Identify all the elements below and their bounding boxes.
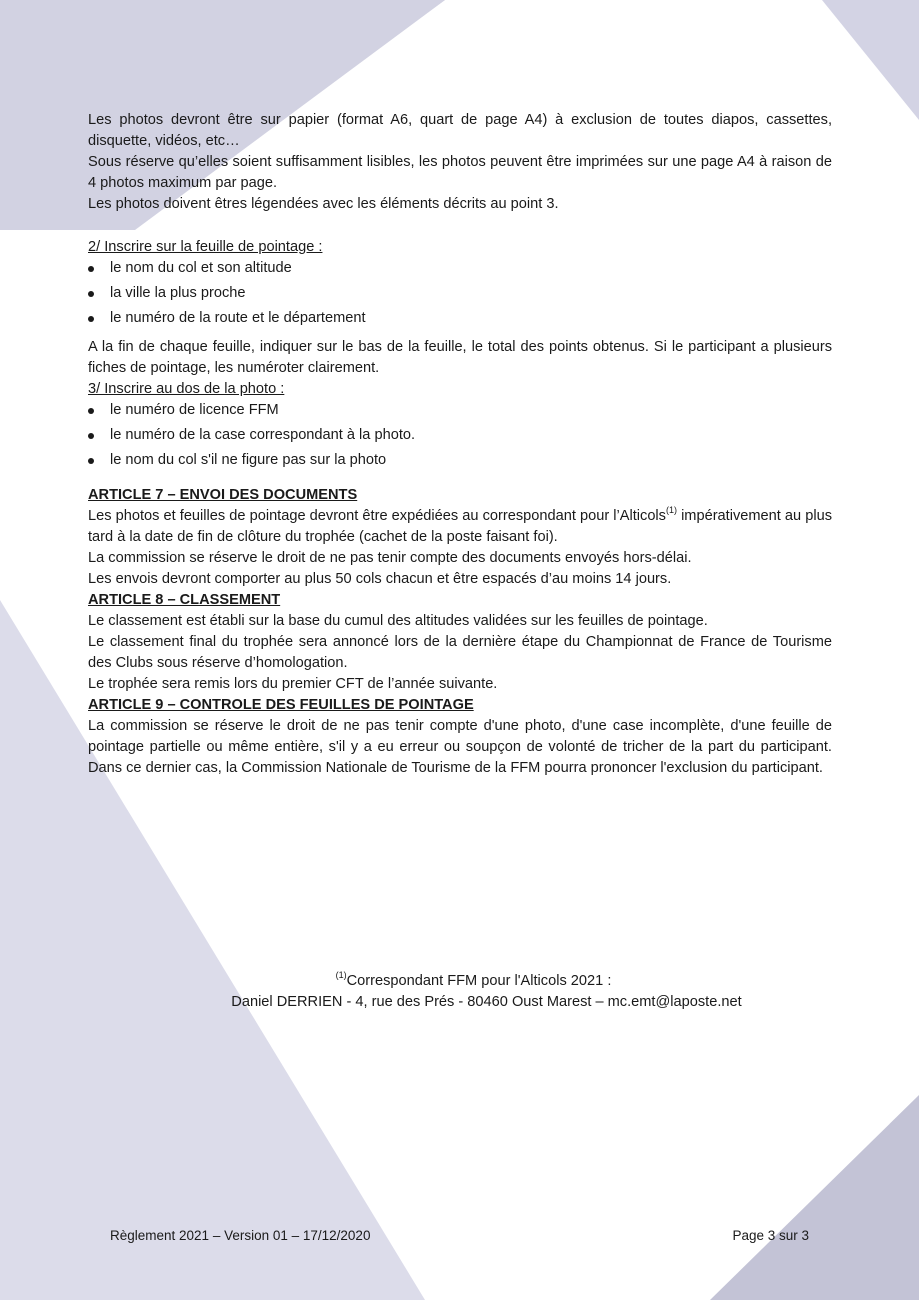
section2-note: A la fin de chaque feuille, indiquer sur le bas de la feuille, le total des points obtenus. Si le participant a plusieurs fiches de pointage, les numéroter clairement. [88, 339, 832, 376]
footer-page-number: Page 3 sur 3 [732, 1228, 809, 1243]
footnote-marker: (1) [335, 970, 347, 981]
footnote-address: Daniel DERRIEN - 4, rue des Prés - 80460 Oust Marest – mc.emt@laposte.net [231, 994, 742, 1010]
footnote [0, 971, 919, 1013]
list-item: le nom du col s'il ne figure pas sur la photo [88, 450, 832, 471]
bullet-icon [88, 433, 94, 439]
article7-paragraph: Les envois devront comporter au plus 50 cols chacun et être espacés d’au moins 14 jours. [88, 571, 672, 587]
list-item: le nom du col et son altitude [88, 258, 832, 279]
section2-list [88, 258, 832, 329]
article8-title: ARTICLE 8 – CLASSEMENT [88, 592, 281, 608]
section3-list [88, 400, 832, 471]
bullet-icon [88, 458, 94, 464]
article8-paragraph: Le trophée sera remis lors du premier CFT de l’année suivante. [88, 676, 498, 692]
article9-title: ARTICLE 9 – CONTROLE DES FEUILLES DE POINTAGE [88, 697, 474, 713]
list-item: le numéro de la route et le département [88, 308, 832, 329]
bullet-icon [88, 316, 94, 322]
intro-paragraph: Les photos devront être sur papier (format A6, quart de page A4) à exclusion de toutes diapos, cassettes, disquette, vidéos, etc… [88, 112, 832, 149]
footnote-ref: (1) [665, 505, 677, 516]
bullet-icon [88, 291, 94, 297]
footer-version: Règlement 2021 – Version 01 – 17/12/2020 [110, 1228, 371, 1243]
article7-paragraph: Les photos et feuilles de pointage devront être expédiées au correspondant pour l’Alticols$^{(1)}$ impérativement au plus tard à la date de fin de clôture du trophée (cachet de la poste faisant foi). [88, 505, 832, 545]
footnote-line: Correspondant FFM pour l'Alticols 2021 : [346, 973, 612, 989]
bullet-icon [88, 266, 94, 272]
article7-title: ARTICLE 7 – ENVOI DES DOCUMENTS [88, 487, 358, 503]
article7-paragraph: La commission se réserve le droit de ne pas tenir compte des documents envoyés hors-délai. [88, 550, 692, 566]
intro-paragraph: Sous réserve qu’elles soient suffisamment lisibles, les photos peuvent être imprimées sur une page A4 à raison de 4 photos maximum par page. [88, 154, 832, 191]
bullet-icon [88, 408, 94, 414]
intro-paragraph: Les photos doivent êtres légendées avec les éléments décrits au point 3. [88, 196, 559, 212]
section2-heading: 2/ Inscrire sur la feuille de pointage : [88, 239, 323, 255]
list-item: la ville la plus proche [88, 283, 832, 304]
list-item: le numéro de la case correspondant à la photo. [88, 425, 832, 446]
article9-paragraph: La commission se réserve le droit de ne pas tenir compte d'une photo, d'une case incomplète, d'une feuille de pointage partielle ou même entière, s'il y a eu erreur ou soupçon de volonté de tricher de la part du participant. Dans ce dernier cas, la Commission Nationale de Tourisme de la FFM pourra prononcer l'exclusion du participant. [88, 718, 832, 776]
section3-heading: 3/ Inscrire au dos de la photo : [88, 381, 285, 397]
list-item: le numéro de licence FFM [88, 400, 832, 421]
article8-paragraph: Le classement final du trophée sera annoncé lors de la dernière étape du Championnat de France de Tourisme des Clubs sous réserve d’homologation. [88, 634, 832, 671]
intro-block [88, 110, 832, 215]
document-body [88, 110, 832, 779]
article8-paragraph: Le classement est établi sur la base du cumul des altitudes validées sur les feuilles de pointage. [88, 613, 708, 629]
